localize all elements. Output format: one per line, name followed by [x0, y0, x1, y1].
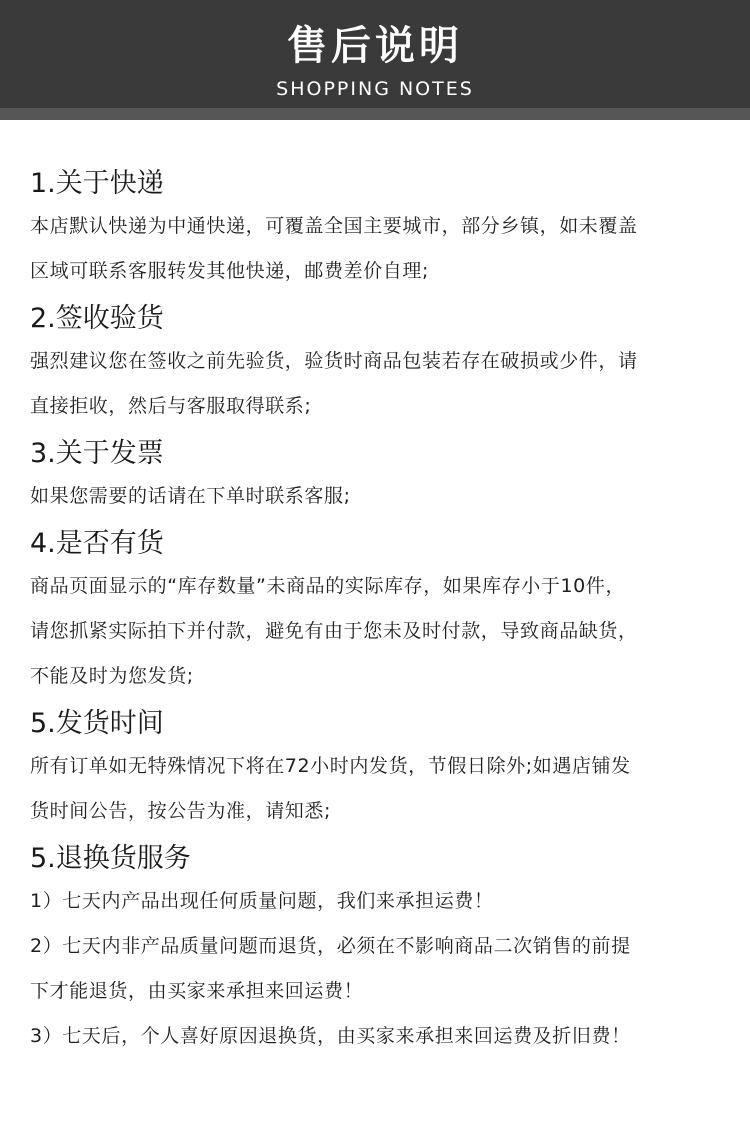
section-returns: [30, 839, 730, 1059]
section-heading: 5.发货时间: [30, 708, 164, 739]
section-text-line: 不能及时为您发货;: [30, 665, 194, 687]
section-heading: 2.签收验货: [30, 303, 164, 334]
section-text-line: 本店默认快递为中通快递，可覆盖全国主要城市，部分乡镇，如未覆盖: [30, 215, 638, 237]
section-text-line: 2）七天内非产品质量问题而退货，必须在不影响商品二次销售的前提: [30, 935, 631, 957]
section-shipping-time: [30, 704, 730, 834]
section-text-line: 强烈建议您在签收之前先验货，验货时商品包装若存在破损或少件，请: [30, 350, 638, 372]
page-title: 售后说明: [287, 23, 463, 69]
section-invoice: [30, 434, 730, 519]
header-banner: [0, 0, 750, 108]
section-text-line: 区域可联系客服转发其他快递，邮费差价自理;: [30, 260, 430, 282]
section-heading: 4.是否有货: [30, 528, 164, 559]
section-text-line: 货时间公告，按公告为准，请知悉;: [30, 800, 332, 822]
notes-content: [30, 164, 730, 1064]
section-text-line: 如果您需要的话请在下单时联系客服;: [30, 485, 351, 507]
section-heading: 5.退换货服务: [30, 843, 191, 874]
section-stock: [30, 524, 730, 699]
section-heading: 1.关于快递: [30, 168, 164, 199]
page-subtitle: SHOPPING NOTES: [276, 78, 474, 100]
section-inspection: [30, 299, 730, 429]
section-text-line: 3）七天后，个人喜好原因退换货，由买家来承担来回运费及折旧费！: [30, 1025, 631, 1047]
section-text-line: 下才能退货，由买家来承担来回运费！: [30, 980, 364, 1002]
section-text-line: 请您抓紧实际拍下并付款，避免有由于您未及时付款，导致商品缺货，: [30, 620, 638, 642]
section-text-line: 1）七天内产品出现任何质量问题，我们来承担运费！: [30, 890, 494, 912]
section-delivery: [30, 164, 730, 294]
section-text-line: 所有订单如无特殊情况下将在72小时内发货，节假日除外;如遇店铺发: [30, 755, 631, 777]
header-divider: [0, 108, 750, 120]
section-heading: 3.关于发票: [30, 438, 164, 469]
section-text-line: 直接拒收，然后与客服取得联系;: [30, 395, 312, 417]
section-text-line: 商品页面显示的“库存数量”未商品的实际库存，如果库存小于10件，: [30, 575, 626, 597]
